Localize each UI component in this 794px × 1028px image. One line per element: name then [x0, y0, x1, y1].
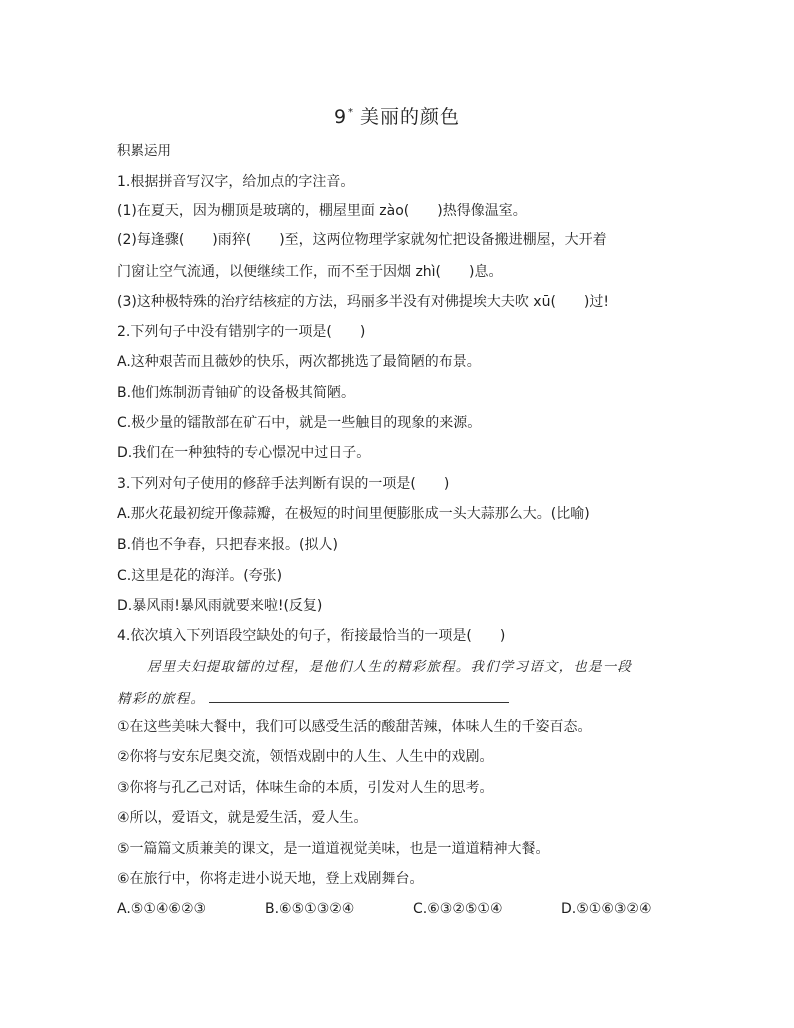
q4-passage-line-2: [117, 688, 687, 708]
section-heading: 积累运用: [117, 143, 171, 159]
q3-option-b: B.俏也不争春，只把春来报。(拟人): [117, 537, 338, 553]
page-title: [0, 102, 794, 129]
q4-option-a: A.⑤①④⑥②③: [117, 901, 207, 917]
q4-item-4: ④所以，爱语文，就是爱生活，爱人生。: [117, 810, 368, 826]
q3-option-c: C.这里是花的海洋。(夸张): [117, 568, 283, 584]
q4-passage-line-1: 居里夫妇提取镭的过程，是他们人生的精彩旅程。我们学习语文，也是一段: [147, 659, 633, 675]
q4-item-5: ⑤一篇篇文质兼美的课文，是一道道视觉美味，也是一道道精神大餐。: [117, 841, 550, 857]
title-asterisk: *: [348, 107, 355, 118]
q1-item-1: (1)在夏天，因为棚顶是玻璃的，棚屋里面 zào( )热得像温室。: [117, 203, 527, 219]
answer-blank: [209, 688, 509, 703]
q1-item-3: (3)这种极特殊的治疗结核症的方法，玛丽多半没有对佛提埃大夫吹 xū( )过!: [117, 294, 609, 310]
q4-item-6: ⑥在旅行中，你将走进小说天地，登上戏剧舞台。: [117, 871, 424, 887]
q1-item-2b: 门窗让空气流通，以便继续工作，而不至于因烟 zhì( )息。: [117, 264, 503, 280]
q4-option-d: D.⑤①⑥③②④: [561, 901, 652, 917]
q2-option-d: D.我们在一种独特的专心憬况中过日子。: [117, 445, 371, 461]
q4-passage-text: 精彩的旅程。: [117, 691, 206, 707]
q4-option-c: C.⑥③②⑤①④: [413, 901, 503, 917]
q2-stem: 2.下列句子中没有错别字的一项是( ): [117, 324, 366, 340]
q4-item-2: ②你将与安东尼奥交流，领悟戏剧中的人生、人生中的戏剧。: [117, 749, 494, 765]
q2-option-b: B.他们炼制沥青铀矿的设备极其简陋。: [117, 385, 356, 401]
q4-options: [117, 900, 687, 918]
q3-option-d: D.暴风雨!暴风雨就要来啦!(反复): [117, 598, 323, 614]
title-number: 9: [333, 106, 348, 128]
q1-item-2a: (2)每逢骤( )雨猝( )至，这两位物理学家就匆忙把设备搬进棚屋，大开着: [117, 232, 607, 248]
q3-stem: 3.下列对句子使用的修辞手法判断有误的一项是( ): [117, 476, 450, 492]
q4-item-3: ③你将与孔乙己对话，体味生命的本质，引发对人生的思考。: [117, 780, 494, 796]
q4-item-1: ①在这些美味大餐中，我们可以感受生活的酸甜苦辣，体味人生的千姿百态。: [117, 719, 592, 735]
q2-option-a: A.这种艰苦而且薇妙的快乐，两次都挑选了最简陋的布景。: [117, 354, 481, 370]
title-text: 美丽的颜色: [360, 106, 461, 128]
q2-option-c: C.极少量的镭散部在矿石中，就是一些触目的现象的来源。: [117, 415, 482, 431]
q4-stem: 4.依次填入下列语段空缺处的句子，衔接最恰当的一项是( ): [117, 628, 506, 644]
q4-option-b: B.⑥⑤①③②④: [265, 901, 355, 917]
q1-stem: 1.根据拼音写汉字，给加点的字注音。: [117, 174, 355, 190]
q3-option-a: A.那火花最初绽开像蒜瓣，在极短的时间里便膨胀成一头大蒜那么大。(比喻): [117, 506, 590, 522]
